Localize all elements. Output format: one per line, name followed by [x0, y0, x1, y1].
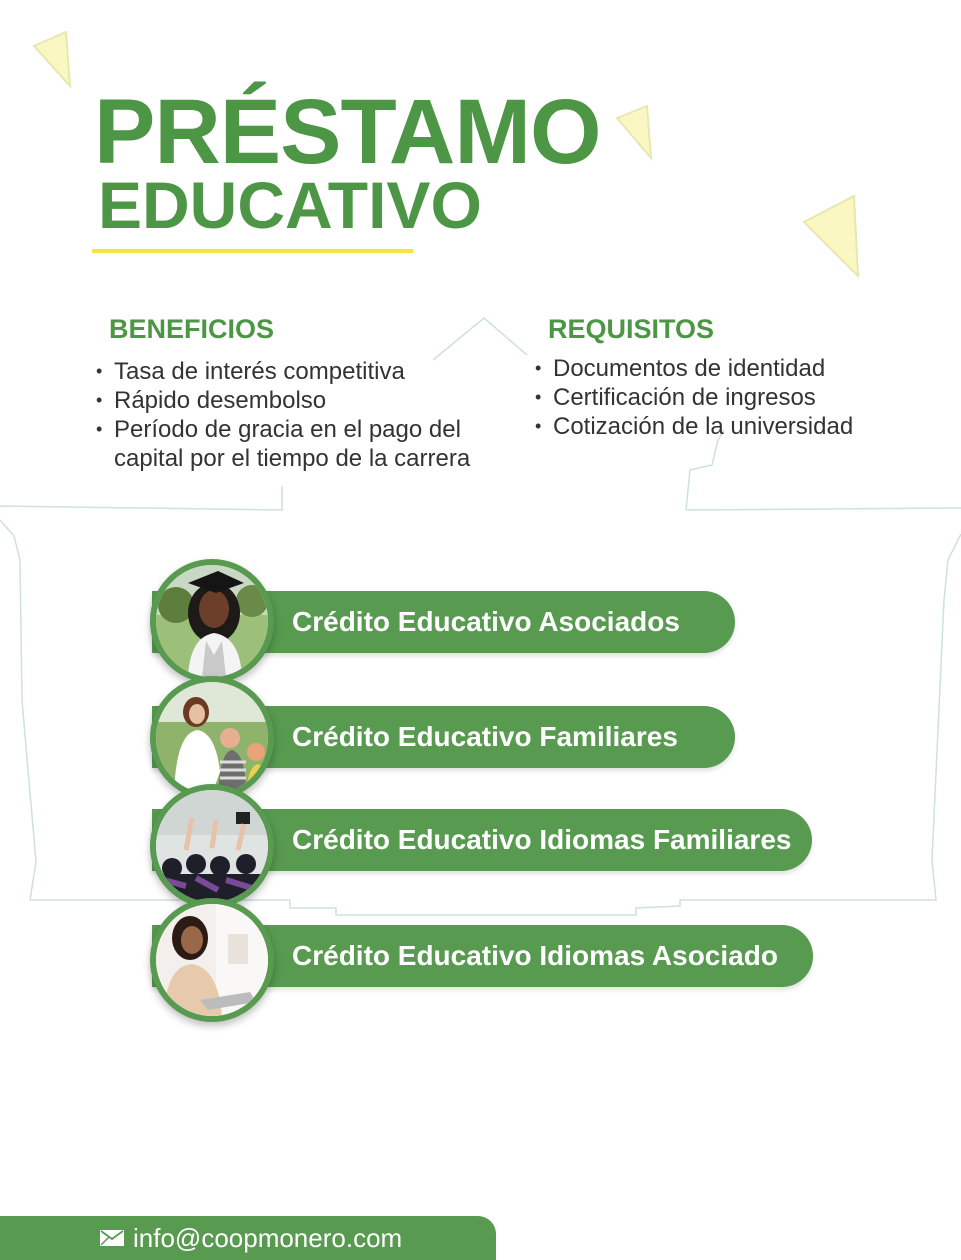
footer-bar — [0, 1216, 496, 1260]
beneficio-item: • Tasa de interés competitiva — [94, 357, 494, 386]
product-label: Crédito Educativo Familiares — [292, 721, 678, 752]
beneficio-item: • Rápido desembolso — [94, 386, 494, 415]
requisito-item: • Cotización de la universidad — [533, 412, 933, 441]
teacher-children-photo-icon — [150, 676, 274, 800]
mail-icon — [100, 1230, 124, 1246]
triangle-decoration-3 — [804, 196, 858, 276]
woman-laptop-photo-icon — [150, 898, 274, 1022]
graduate-photo-icon — [150, 559, 274, 683]
beneficios-list — [94, 357, 494, 473]
requisito-item: • Documentos de identidad — [533, 354, 933, 383]
requisito-item: • Certificación de ingresos — [533, 383, 933, 412]
triangle-decoration-1 — [34, 32, 70, 86]
product-label: Crédito Educativo Idiomas Familiares — [292, 824, 792, 855]
title-line-1: PRÉSTAMO — [94, 81, 601, 183]
contact-email-link[interactable]: info@coopmonero.com — [133, 1223, 403, 1253]
requisitos-list — [533, 354, 933, 441]
graduation-crowd-photo-icon — [150, 784, 274, 908]
title-line-2: EDUCATIVO — [98, 168, 482, 242]
triangle-decoration-2 — [617, 106, 651, 158]
title-underline — [92, 249, 413, 253]
requisitos-heading: REQUISITOS — [548, 314, 715, 344]
product-label: Crédito Educativo Idiomas Asociado — [292, 940, 778, 971]
product-label: Crédito Educativo Asociados — [292, 606, 680, 637]
beneficio-item: • Período de gracia en el pago del capital por el tiempo de la carrera — [94, 415, 484, 473]
beneficios-heading: BENEFICIOS — [109, 314, 275, 344]
